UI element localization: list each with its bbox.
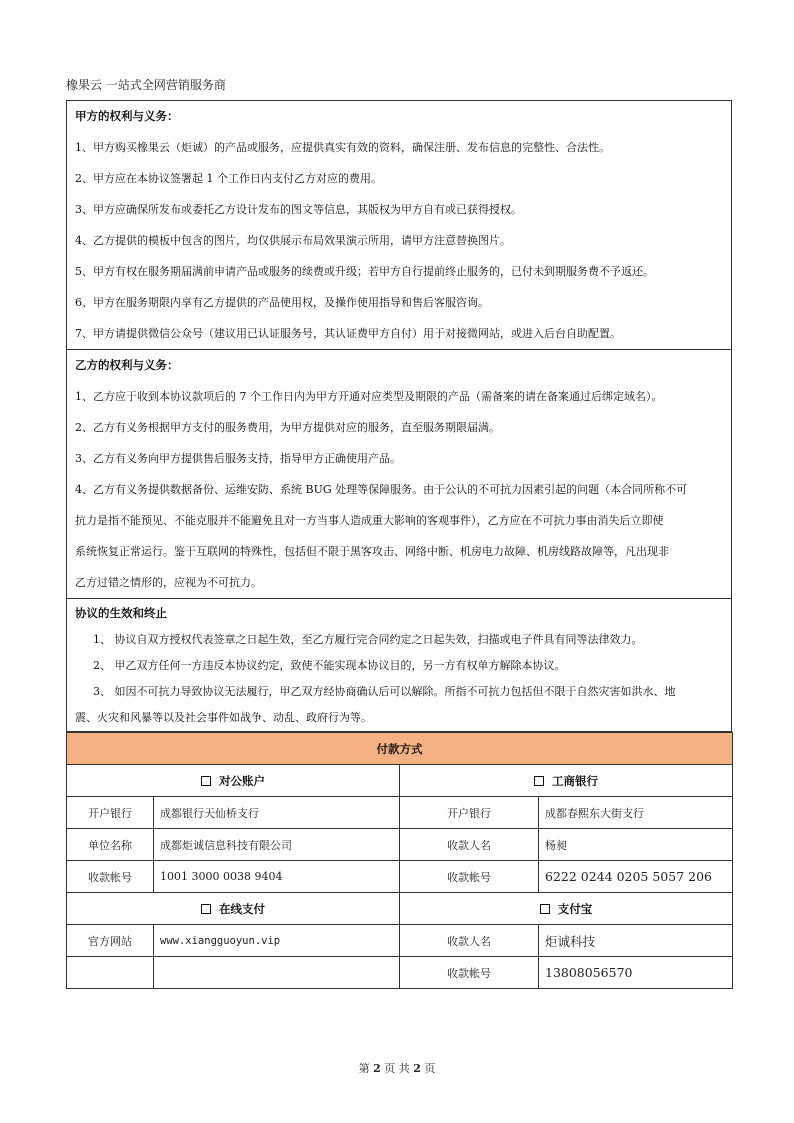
party-b-item-4-line: 4、乙方有义务提供数据备份、运维安防、系统 BUG 处理等保障服务。由于公认的不可抗力因素引起的问题（本合同所称不可 [75,483,688,496]
icbc-payee-value: 杨昶 [539,829,733,861]
corporate-account-header [67,765,400,797]
official-site-link[interactable]: www.xiangguoyun.vip [154,925,400,957]
icbc-account-value: 6222 0244 0205 5057 206 [539,861,733,893]
corporate-unit-label: 单位名称 [67,829,154,861]
icbc-title: 工商银行 [552,773,598,788]
footer-prefix: 第 [358,1062,370,1075]
corporate-bank-label: 开户银行 [67,797,154,829]
icbc-header [400,765,733,797]
effect-item-3-line-2: 震、火灾和风暴等以及社会事件如战争、动乱、政府行为等。 [75,711,372,724]
checkbox-icon [201,776,211,786]
party-b-item-4-line: 系统恢复正常运行。鉴于互联网的特殊性，包括但不限于黑客攻击、网络中断、机房电力故障、机房线路故障等，凡出现非 [75,545,669,558]
corporate-account-title: 对公账户 [219,773,265,788]
party-b-item: 1、乙方应于收到本协议款项后的 7 个工作日内为甲方开通对应类型及期限的产品（需备案的请在备案通过后绑定域名）。 [75,390,663,403]
party-a-section [66,101,732,350]
alipay-header [400,893,733,925]
footer-total-pages: 2 [413,1062,421,1075]
party-b-item-4-line: 抗力是指不能预见、不能克服并不能避免且对一方当事人造成重大影响的客观事件），乙方应在不可抗力事由消失后立即使 [75,514,664,527]
alipay-payee-label: 收款人名 [400,925,539,957]
party-a-item: 4、乙方提供的模板中包含的图片，均仅供展示布局效果演示所用，请甲方注意替换图片。 [75,234,511,247]
online-payment-title: 在线支付 [219,901,265,916]
agreement-document [66,100,732,989]
page-footer [0,1060,794,1076]
icbc-account-label: 收款帐号 [400,861,539,893]
effect-item: 2、 甲乙双方任何一方违反本协议约定，致使不能实现本协议目的，另一方有权单方解除本协议。 [93,659,566,672]
footer-page-word: 页 [384,1062,396,1075]
corporate-account-label: 收款帐号 [67,861,154,893]
payment-table [66,732,733,989]
empty-cell [67,957,154,989]
party-a-title: 甲方的权利与义务： [75,109,179,123]
footer-total-word: 共 [398,1062,410,1075]
corporate-unit-value: 成都炬诚信息科技有限公司 [154,829,400,861]
party-a-item: 7、甲方请提供微信公众号（建议用已认证服务号，其认证费甲方自付）用于对接微网站，或进入后台自助配置。 [75,327,621,340]
party-a-item: 5、甲方有权在服务期届满前申请产品或服务的续费或升级；若甲方自行提前终止服务的，已付未到期服务费不予返还。 [75,265,654,278]
official-site-label: 官方网站 [67,925,154,957]
party-a-item: 6、甲方在服务期限内享有乙方提供的产品使用权，及操作使用指导和售后客服咨询。 [75,296,489,309]
party-b-item: 2、乙方有义务根据甲方支付的服务费用，为甲方提供对应的服务，直至服务期限届满。 [75,421,500,434]
checkbox-icon [201,904,211,914]
alipay-payee-value: 炬诚科技 [539,925,733,957]
effect-title: 协议的生效和终止 [75,606,167,620]
party-b-item-4-line: 乙方过错之情形的，应视为不可抗力。 [75,576,262,589]
party-b-title: 乙方的权利与义务： [75,358,179,372]
party-b-item: 3、乙方有义务向甲方提供售后服务支持，指导甲方正确使用产品。 [75,452,401,465]
party-a-item: 1、甲方购买橡果云（炬诚）的产品或服务，应提供真实有效的资料，确保注册、发布信息的完整性、合法性。 [75,141,610,154]
checkbox-icon [534,776,544,786]
alipay-account-value: 13808056570 [539,957,733,989]
corporate-account-value: 1001 3000 0038 9404 [154,861,400,893]
payment-title: 付款方式 [67,733,733,765]
footer-page-number: 2 [373,1062,381,1075]
document-header: 橡果云 一站式全网营销服务商 [66,78,226,92]
party-a-item: 3、甲方应确保所发布或委托乙方设计发布的图文等信息，其版权为甲方自有或已获得授权。 [75,203,522,216]
effect-section [66,599,732,732]
effect-item: 1、 协议自双方授权代表签章之日起生效，至乙方履行完合同约定之日起失效，扫描或电子件具有同等法律效力。 [93,633,643,646]
alipay-title: 支付宝 [557,901,593,916]
empty-cell [154,957,400,989]
icbc-bank-label: 开户银行 [400,797,539,829]
corporate-bank-value: 成都银行天仙桥支行 [154,797,400,829]
effect-item-3-line-1: 3、 如因不可抗力导致协议无法履行，甲乙双方经协商确认后可以解除。所指不可抗力包括但不限于自然灾害如洪水、地 [93,685,676,698]
footer-suffix: 页 [424,1062,436,1075]
online-payment-header [67,893,400,925]
icbc-payee-label: 收款人名 [400,829,539,861]
checkbox-icon [540,904,550,914]
party-a-item: 2、甲方应在本协议签署起 1 个工作日内支付乙方对应的费用。 [75,172,382,185]
party-b-section [66,350,732,599]
alipay-account-label: 收款帐号 [400,957,539,989]
icbc-bank-value: 成都春熙东大街支行 [539,797,733,829]
